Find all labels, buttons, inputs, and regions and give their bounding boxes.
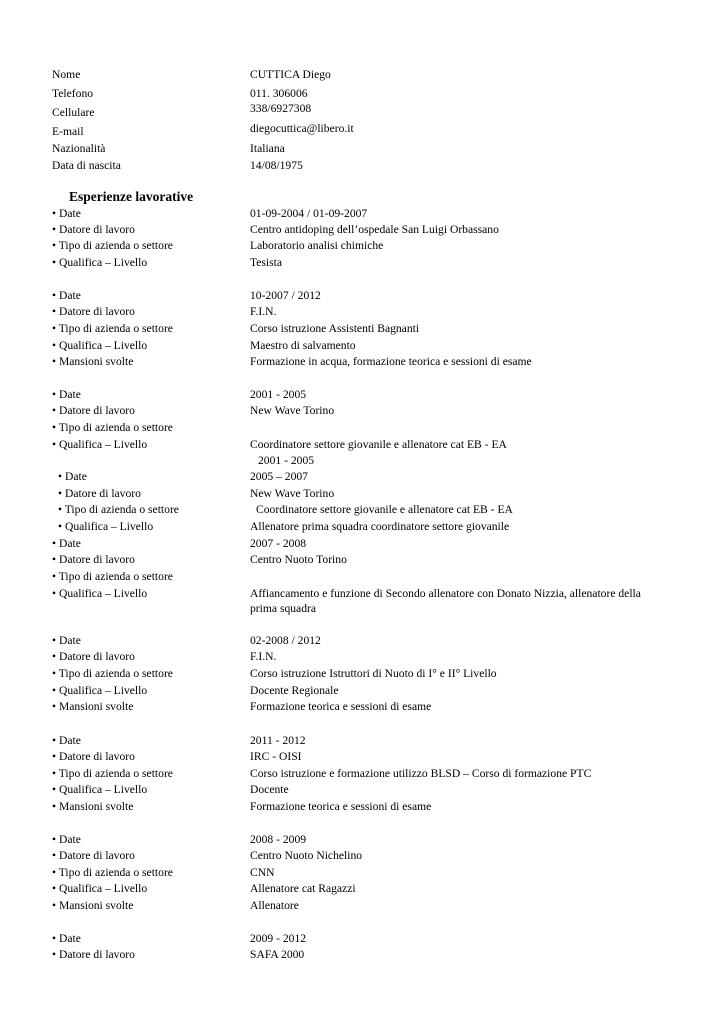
row-label: • Datore di lavoro [52,750,135,763]
row-label: • Tipo di azienda o settore [52,570,173,583]
row-label: • Qualifica – Livello [52,587,148,600]
row-value: SAFA 2000 [250,948,305,961]
row-label: • Datore di lavoro [52,404,135,417]
row-value: CNN [250,866,275,879]
birth-value: 14/08/1975 [250,159,303,172]
row-label: • Datore di lavoro [52,650,135,663]
row-label: • Qualifica – Livello [52,882,148,895]
row-value: Corso istruzione Assistenti Bagnanti [250,322,420,335]
row-label: • Qualifica – Livello [52,684,148,697]
nationality-label: Nazionalità [52,142,106,155]
row-value: New Wave Torino [250,404,335,417]
phone-value: 011. 306006 [250,87,308,100]
row-label: • Qualifica – Livello [52,339,148,352]
row-value: Centro Nuoto Nichelino [250,849,363,862]
row-label: • Date [52,537,81,550]
row-value: Docente Regionale [250,684,339,697]
row-label: • Tipo di azienda o settore [52,667,173,680]
row-label: • Qualifica – Livello [52,256,148,269]
row-label: • Tipo di azienda o settore [58,503,179,516]
row-label: • Mansioni svolte [52,800,134,813]
row-label: • Tipo di azienda o settore [52,767,173,780]
row-value: 2007 - 2008 [250,537,307,550]
row-label: • Qualifica – Livello [52,783,148,796]
row-label: • Qualifica – Livello [58,520,154,533]
row-value: 2001 - 2005 [258,454,315,467]
row-label: • Tipo di azienda o settore [52,866,173,879]
name-value: CUTTICA Diego [250,68,331,81]
row-label: • Datore di lavoro [52,553,135,566]
row-value: Formazione teorica e sessioni di esame [250,800,432,813]
row-value: Affiancamento e funzione di Secondo allenatore con Donato Nizzia, allenatore della prima squadra [250,587,641,615]
row-value: Centro antidoping dell’ospedale San Luigi Orbassano [250,223,499,236]
row-label: • Date [52,932,81,945]
row-value: Coordinatore settore giovanile e allenatore cat EB - EA [256,503,513,516]
row-label: • Datore di lavoro [52,223,135,236]
row-label: • Date [52,634,81,647]
row-value: F.I.N. [250,305,277,318]
row-label: • Mansioni svolte [52,355,134,368]
row-label: • Date [52,734,81,747]
mobile-value: 338/6927308 [250,102,312,115]
row-label: • Date [52,289,81,302]
row-value: 2005 – 2007 [250,470,308,483]
row-value: Allenatore cat Ragazzi [250,882,356,895]
phone-label: Telefono [52,87,94,100]
email-value: diegocuttica@libero.it [250,122,354,135]
row-label: • Tipo di azienda o settore [52,421,173,434]
row-label: • Mansioni svolte [52,700,134,713]
row-value: 2008 - 2009 [250,833,307,846]
row-value: Corso istruzione e formazione utilizzo BLSD – Corso di formazione PTC [250,767,592,780]
row-label: • Datore di lavoro [58,487,141,500]
row-label: • Date [52,388,81,401]
row-value: F.I.N. [250,650,277,663]
row-value: 2011 - 2012 [250,734,306,747]
row-value: Allenatore [250,899,299,912]
row-value: Coordinatore settore giovanile e allenatore cat EB - EA [250,438,507,451]
row-label: • Mansioni svolte [52,899,134,912]
nationality-value: Italiana [250,142,285,155]
row-value: 01-09-2004 / 01-09-2007 [250,207,368,220]
row-label: • Datore di lavoro [52,305,135,318]
section-title: Esperienze lavorative [69,189,194,204]
row-value: 10-2007 / 2012 [250,289,321,302]
row-label: • Datore di lavoro [52,849,135,862]
row-label: • Date [52,833,81,846]
row-value: Maestro di salvamento [250,339,356,352]
birth-label: Data di nascita [52,159,121,172]
row-value: Allenatore prima squadra coordinatore settore giovanile [250,520,510,533]
row-value: 02-2008 / 2012 [250,634,321,647]
row-value: Centro Nuoto Torino [250,553,347,566]
row-value: Formazione in acqua, formazione teorica e sessioni di esame [250,355,532,368]
row-value: Corso istruzione Istruttori di Nuoto di I° e II° Livello [250,667,497,680]
row-label: • Date [58,470,87,483]
row-value: IRC - OISI [250,750,302,763]
row-value: 2001 - 2005 [250,388,307,401]
name-label: Nome [52,68,81,81]
row-label: • Qualifica – Livello [52,438,148,451]
email-label: E-mail [52,125,84,138]
row-value: Laboratorio analisi chimiche [250,239,384,252]
row-value: New Wave Torino [250,487,335,500]
mobile-label: Cellulare [52,106,95,119]
row-label: • Tipo di azienda o settore [52,322,173,335]
row-label: • Date [52,207,81,220]
row-value: Docente [250,783,289,796]
row-value: Formazione teorica e sessioni di esame [250,700,432,713]
row-value: 2009 - 2012 [250,932,307,945]
row-label: • Datore di lavoro [52,948,135,961]
row-value: Tesista [250,256,283,269]
row-label: • Tipo di azienda o settore [52,239,173,252]
